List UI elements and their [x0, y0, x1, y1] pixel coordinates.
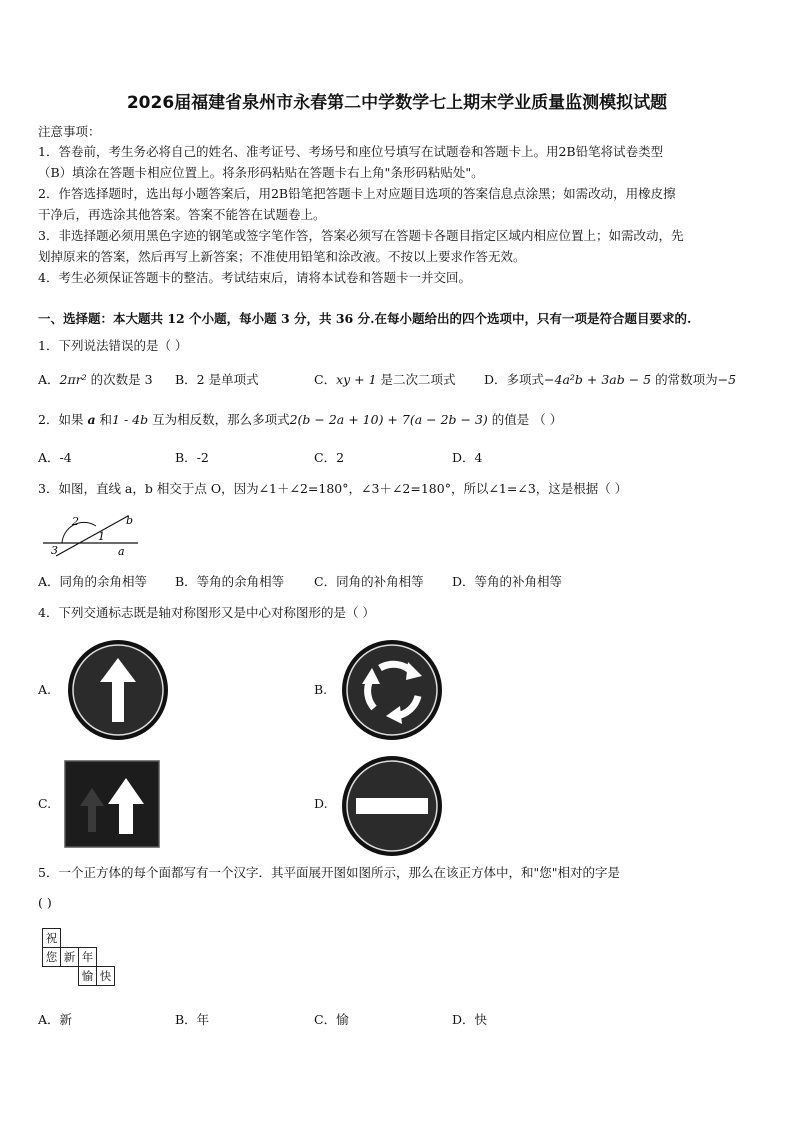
- q2-var-a: a: [87, 412, 96, 427]
- q4-option-c-label: C.: [38, 796, 52, 811]
- q1-option-c: [314, 370, 456, 388]
- q1-d-label: D．多项式: [484, 372, 545, 387]
- q1-d-value: −5: [717, 372, 737, 387]
- net-cell-xin: 新: [61, 948, 79, 967]
- notice-line-7: 4．考生必须保证答题卡的整洁。考试结束后，请将本试卷和答题卡一并交回。: [38, 270, 471, 285]
- q3-option-b: B．等角的余角相等: [175, 574, 285, 589]
- q5-option-d: D．快: [452, 1012, 488, 1027]
- q1-d-math: −4a²b + 3ab − 5: [544, 372, 652, 387]
- q2-stem-start: 2．如果: [38, 412, 88, 427]
- line-a-label: a: [118, 545, 125, 558]
- q4-option-a-label: A.: [38, 682, 52, 697]
- q3-figure: [38, 510, 148, 560]
- q1-a-label: A．: [38, 372, 60, 387]
- roundabout-sign-icon: [340, 638, 444, 742]
- line-b-label: b: [126, 514, 134, 527]
- notice-line-3: 2．作答选择题时，选出每小题答案后，用2B铅笔把答题卡上对应题目选项的答案信息点涂黑；如需改动，用橡皮擦: [38, 186, 676, 201]
- q1-stem: 1．下列说法错误的是（ ）: [38, 338, 188, 353]
- q1-a-text: 的次数是 3: [86, 372, 153, 387]
- q3-option-c: C．同角的补角相等: [314, 574, 424, 589]
- notice-line-5: 3．非选择题必须用黑色字迹的钢笔或签字笔作答，答案必须写在答题卡各题目指定区域内相应位置上；如需改动，先: [38, 228, 684, 243]
- net-cell-nin: 您: [43, 948, 61, 967]
- q2-expr-1: 1 - 4b: [112, 412, 149, 427]
- notice-line-1: 1．答卷前，考生务必将自己的姓名、准考证号、考场号和座位号填写在试题卷和答题卡上。用2B铅笔将试卷类型: [38, 144, 664, 159]
- q1-c-text: 是二次二项式: [376, 372, 456, 387]
- angle-3-label: 3: [51, 544, 58, 557]
- page-title: 2026届福建省泉州市永春第二中学数学七上期末学业质量监测模拟试题: [126, 93, 668, 113]
- q3-stem: 3．如图，直线 a，b 相交于点 O，因为∠1＋∠2=180°，∠3＋∠2=180°，所以∠1=∠3，这是根据（ ）: [38, 481, 628, 496]
- q2-stem-end: 的值是 （ ）: [487, 412, 563, 427]
- angle-2-label: 2: [72, 515, 79, 528]
- q2-option-a: A．-4: [38, 450, 72, 465]
- q1-option-b: B．2 是单项式: [175, 372, 259, 387]
- notice-line-6: 划掉原来的答案，然后再写上新答案；不准使用铅笔和涂改液。不按以上要求作答无效。: [38, 249, 526, 264]
- section-heading: 一、选择题：本大题共 12 个小题，每小题 3 分，共 36 分.在每小题给出的四个选项中，只有一项是符合题目要求的.: [38, 311, 692, 326]
- q1-c-label: C．: [314, 372, 337, 387]
- notice-line-2: （B）填涂在答题卡相应位置上。将条形码粘贴在答题卡右上角"条形码粘贴处"。: [38, 165, 484, 180]
- net-cell-zhu: 祝: [43, 929, 61, 948]
- q4-stem: 4．下列交通标志既是轴对称图形又是中心对称图形的是（ ）: [38, 605, 375, 620]
- net-cell-nian: 年: [79, 948, 97, 967]
- cube-net: [42, 928, 115, 986]
- q5-option-b: B．年: [175, 1012, 210, 1027]
- q4-option-b-label: B.: [314, 682, 328, 697]
- q4-option-d-label: D.: [314, 796, 328, 811]
- q3-option-a: A．同角的余角相等: [38, 574, 148, 589]
- q2-stem: [38, 410, 562, 428]
- q1-option-d: [484, 370, 736, 388]
- q1-d-text: 的常数项为: [651, 372, 718, 387]
- q5-option-a: A．新: [38, 1012, 73, 1027]
- q2-stem-mid: 和: [95, 412, 113, 427]
- q1-option-a: [38, 370, 153, 388]
- q2-option-b: B．-2: [175, 450, 209, 465]
- angle-arc: [62, 522, 96, 543]
- q5-paren: ( ): [38, 895, 52, 910]
- q1-c-math: xy + 1: [336, 372, 377, 387]
- q5-option-c: C．愉: [314, 1012, 349, 1027]
- net-cell-yu: 愉: [79, 967, 97, 986]
- lane-arrow-sign-icon: [64, 760, 160, 848]
- notice-heading: 注意事项：: [38, 124, 101, 139]
- q2-option-c: C．2: [314, 450, 345, 465]
- q2-stem-mid2: 互为相反数，那么多项式: [148, 412, 290, 427]
- q2-expr-2: 2(b − 2a + 10) + 7(a − 2b − 3): [289, 412, 488, 427]
- net-cell-kuai: 快: [97, 967, 115, 986]
- q1-a-math: 2πr²: [59, 372, 87, 387]
- q5-stem: 5．一个正方体的每个面都写有一个汉字．其平面展开图如图所示，那么在该正方体中，和"您"相对的字是: [38, 865, 620, 880]
- notice-line-4: 干净后，再选涂其他答案。答案不能答在试题卷上。: [38, 207, 326, 222]
- angle-1-label: 1: [98, 530, 105, 543]
- q3-option-d: D．等角的补角相等: [452, 574, 563, 589]
- ahead-only-sign-icon: [66, 638, 170, 742]
- q2-option-d: D．4: [452, 450, 483, 465]
- no-entry-sign-icon: [340, 754, 444, 858]
